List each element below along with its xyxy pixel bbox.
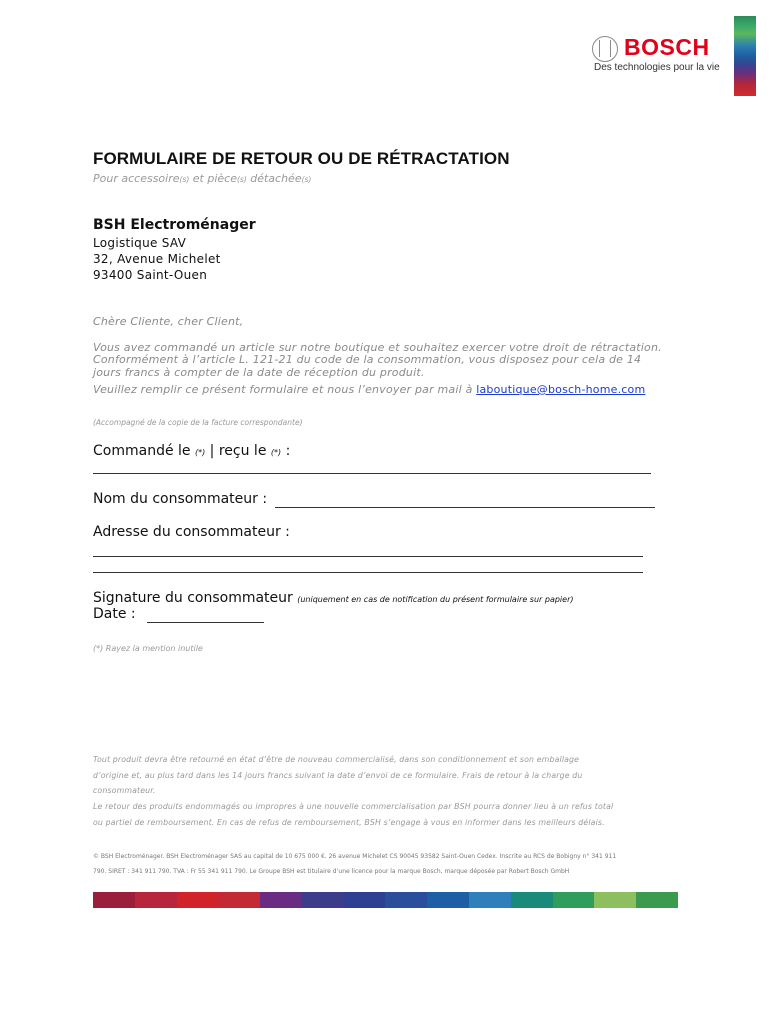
ordered-received-label: Commandé le (*) | reçu le (*) :	[93, 443, 291, 459]
color-strip-segment	[260, 892, 302, 908]
footer-line: Tout produit devra être retourné en état d’être de nouveau commercialisé, dans son conditionnement et son emballage	[93, 755, 580, 764]
color-strip-segment	[469, 892, 511, 908]
brand-color-strip	[93, 892, 678, 908]
color-strip-segment	[427, 892, 469, 908]
recipient-company: BSH Electroménager	[93, 217, 256, 233]
invoice-note: (Accompagné de la copie de la facture correspondante)	[93, 418, 303, 427]
recipient-line: 93400 Saint-Ouen	[93, 268, 208, 282]
intro-line: jours francs à compter de la date de réception du produit.	[93, 366, 425, 379]
bosch-tagline: Des technologies pour la vie	[594, 62, 720, 73]
consumer-name-label: Nom du consommateur :	[93, 491, 268, 507]
color-strip-segment	[177, 892, 219, 908]
strike-out-note: (*) Rayez la mention inutile	[93, 644, 203, 653]
color-strip-segment	[93, 892, 135, 908]
page-title: FORMULAIRE DE RETOUR OU DE RÉTRACTATION	[93, 149, 510, 168]
date-field[interactable]	[147, 622, 264, 623]
consumer-address-field-1[interactable]	[93, 556, 643, 557]
legal-line: © BSH Electroménager. BSH Electroménager SAS au capital de 10 675 000 €. 26 avenue Michelet CS 90045 93582 Saint-Ouen Cedex. Inscrite au RCS de Bobigny n° 341 911	[93, 853, 617, 860]
intro-line: Vous avez commandé un article sur notre boutique et souhaitez exercer votre droit de rétractation.	[93, 341, 662, 354]
color-strip-segment	[553, 892, 595, 908]
bosch-logo	[592, 34, 722, 76]
email-link[interactable]: laboutique@bosch-home.com	[476, 383, 646, 396]
signature-label: Signature du consommateur (uniquement en cas de notification du présent formulaire sur papier)	[93, 590, 574, 606]
color-strip-segment	[135, 892, 177, 908]
ordered-date-field[interactable]	[93, 473, 651, 474]
brand-color-strip-vertical	[734, 16, 756, 96]
color-strip-segment	[302, 892, 344, 908]
color-strip-segment	[636, 892, 678, 908]
intro-line: Conformément à l’article L. 121-21 du code de la consommation, vous disposez pour cela de 14	[93, 353, 642, 366]
intro-mail-line: Veuillez remplir ce présent formulaire et nous l’envoyer par mail à laboutique@bosch-home.com	[93, 383, 646, 396]
color-strip-segment	[218, 892, 260, 908]
color-strip-segment	[511, 892, 553, 908]
footer-line: d’origine et, au plus tard dans les 14 jours francs suivant la date d’envoi de ce formulaire. Frais de retour à la charge du	[93, 771, 583, 780]
footer-line: Le retour des produits endommagés ou impropres à une nouvelle commercialisation par BSH pourra donner lieu à un refus total	[93, 802, 614, 811]
consumer-address-field-2[interactable]	[93, 572, 643, 573]
color-strip-segment	[385, 892, 427, 908]
greeting: Chère Cliente, cher Client,	[93, 315, 244, 328]
color-strip-segment	[594, 892, 636, 908]
page-subtitle: Pour accessoire(s) et pièce(s) détachée(s)	[93, 172, 312, 185]
date-label: Date :	[93, 606, 136, 622]
consumer-name-field[interactable]	[275, 507, 655, 508]
bosch-armature-icon	[592, 36, 618, 62]
footer-line: consommateur.	[93, 786, 156, 795]
legal-line: 790. SIRET : 341 911 790. TVA : Fr 55 341 911 790. Le Groupe BSH est titulaire d’une licence pour la marque Bosch, marque déposée par Robert Bosch GmbH	[93, 868, 570, 875]
color-strip-segment	[344, 892, 386, 908]
recipient-line: Logistique SAV	[93, 236, 187, 250]
recipient-line: 32, Avenue Michelet	[93, 252, 221, 266]
footer-line: ou partiel de remboursement. En cas de refus de remboursement, BSH s’engage à vous en informer dans les meilleurs délais.	[93, 818, 605, 827]
bosch-wordmark: BOSCH	[624, 34, 710, 60]
consumer-address-label: Adresse du consommateur :	[93, 524, 290, 540]
